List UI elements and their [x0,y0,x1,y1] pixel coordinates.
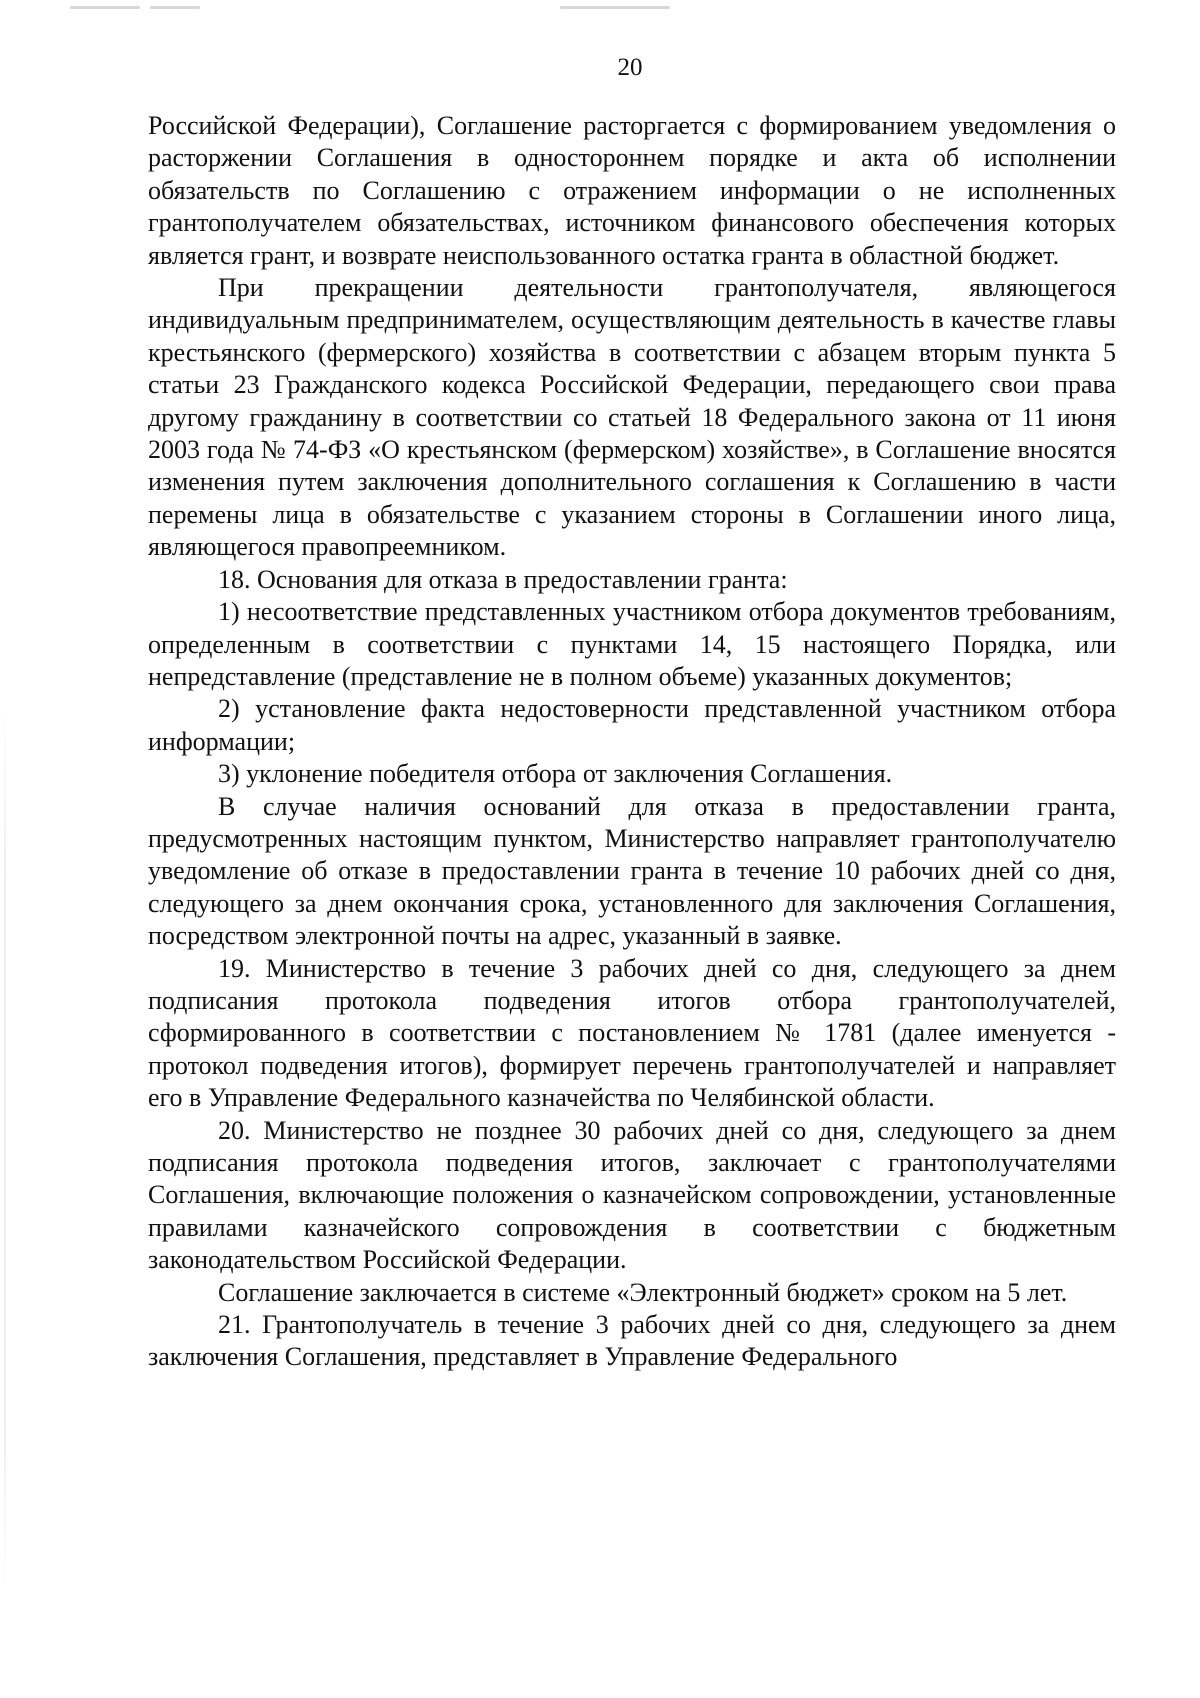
paragraph: При прекращении деятельности грантополучателя, являющегося индивидуальным предпринимателем, осуществляющим деятельность в качестве главы крестьянского (фермерского) хозяйства в соответствии с абзацем вторым пункта 5 статьи 23 Гражданского кодекса Российской Федерации, передающего свои права другому гражданину в соответствии со статьей 18 Федерального закона от 11 июня 2003 года № 74-ФЗ «О крестьянском (фермерском) хозяйстве», в Соглашение вносятся изменения путем заключения дополнительного соглашения к Соглашению в части перемены лица в обязательстве с указанием стороны в Соглашении иного лица, являющегося правопреемником. [148,273,1116,562]
paragraph: 2) установление факта недостоверности представленной участником отбора информации; [148,694,1116,756]
paragraph: Российской Федерации), Соглашение расторгается с формированием уведомления о расторжении Соглашения в одностороннем порядке и акта об исполнении обязательств по Соглашению с отражением информации о не исполненных грантополучателем обязательствах, источником финансового обеспечения которых является грант, и возврате неиспользованного остатка гранта в областной бюджет. [148,111,1116,270]
paragraph: Соглашение заключается в системе «Электронный бюджет» сроком на 5 лет. [218,1277,1068,1307]
scan-edge-shadow [4,700,6,1600]
scan-artifact [150,6,200,9]
paragraph: 21. Грантополучатель в течение 3 рабочих дней со дня, следующего за днем заключения Соглашения, представляет в Управление Федерального [148,1310,1116,1372]
paragraph: В случае наличия оснований для отказа в предоставлении гранта, предусмотренных настоящим пунктом, Министерство направляет грантополучателю уведомление об отказе в предоставлении гранта в течение 10 рабочих дней со дня, следующего за днем окончания срока, установленного для заключения Соглашения, посредством электронной почты на адрес, указанный в заявке. [148,791,1116,951]
paragraph: 3) уклонение победителя отбора от заключения Соглашения. [218,759,893,789]
scan-artifact [560,6,670,9]
scan-artifact [70,6,140,9]
page-number: 20 [617,54,643,81]
paragraph: 18. Основания для отказа в предоставлении гранта: [218,564,788,594]
paragraph: 20. Министерство не позднее 30 рабочих дней со дня, следующего за днем подписания протокола подведения итогов, заключает с грантополучателями Соглашения, включающие положения о казначейском сопровождении, установленные правилами казначейского сопровождения в соответствии с бюджетным законодательством Российской Федерации. [148,1115,1116,1275]
paragraph: 1) несоответствие представленных участником отбора документов требованиям, определенным в соответствии с пунктами 14, 15 настоящего Порядка, или непредставление (представление не в полном объеме) указанных документов; [148,597,1116,691]
document-body [148,110,1116,1374]
paragraph: 19. Министерство в течение 3 рабочих дней со дня, следующего за днем подписания протокола подведения итогов отбора грантополучателей, сформированного в соответствии с постановлением № 1781 (далее именуется - протокол подведения итогов), формирует перечень грантополучателей и направляет его в Управление Федерального казначейства по Челябинской области. [148,953,1116,1113]
